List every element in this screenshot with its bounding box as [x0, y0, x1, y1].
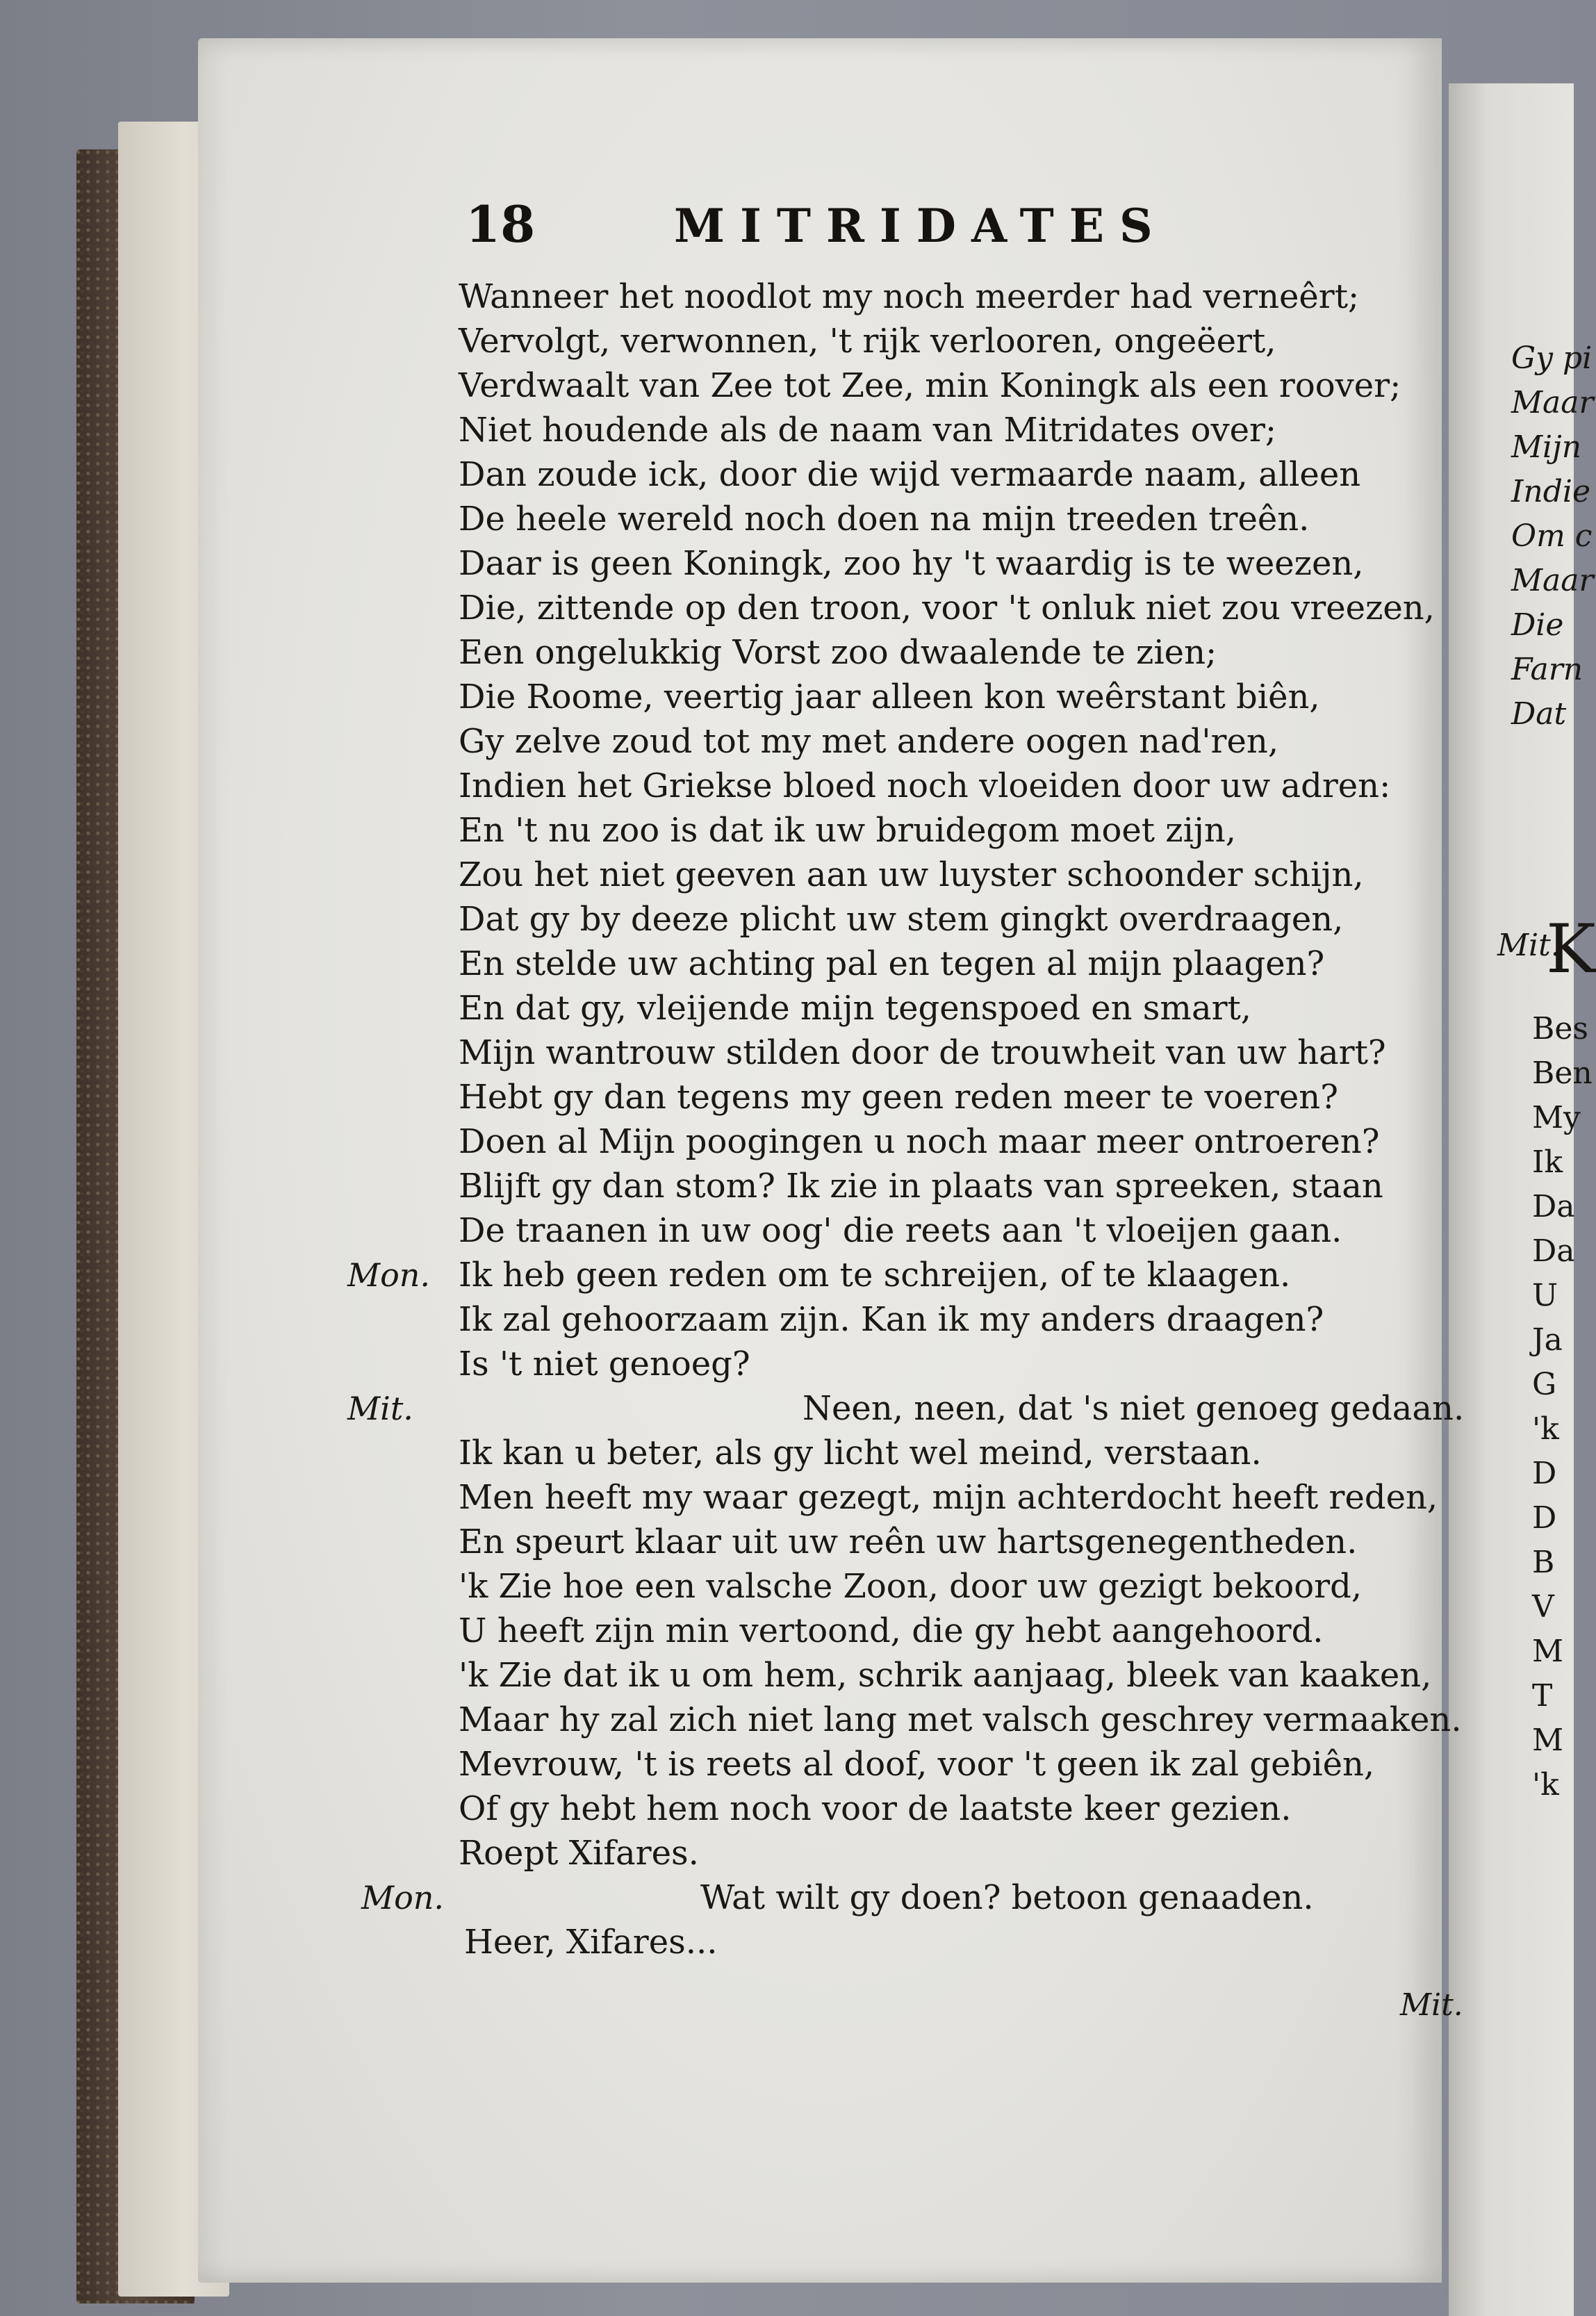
verse-line: Of gy hebt hem noch voor de laatste keer gezien.: [459, 1789, 1292, 1828]
verse-line: U heeft zijn min vertoond, die gy hebt aangehoord.: [459, 1611, 1324, 1650]
page-number: 18: [466, 195, 536, 254]
verse-line: Die Roome, veertig jaar alleen kon weêrstant biên,: [459, 677, 1320, 716]
verse-line: Heer, Xifares...: [464, 1923, 718, 1962]
right-page-fragment: T: [1532, 1678, 1553, 1714]
verse-line: Gy zelve zoud tot my met andere oogen nad'ren,: [459, 722, 1279, 761]
right-page-fragment: Ja: [1532, 1322, 1563, 1358]
right-page-fragment: B: [1532, 1545, 1555, 1580]
page-header: [466, 195, 1299, 264]
verse-line: Ik zal gehoorzaam zijn. Kan ik my anders draagen?: [459, 1300, 1324, 1339]
right-page-fragment: Da: [1532, 1233, 1575, 1269]
right-page-drop-cap: K: [1546, 910, 1596, 988]
right-page-fragment: Bes: [1532, 1011, 1588, 1046]
speaker-label: Mon.: [347, 1256, 431, 1294]
verse-line: En dat gy, vleijende mijn tegenspoed en smart,: [459, 989, 1252, 1028]
right-page-fragment: Ik: [1532, 1144, 1563, 1180]
verse-line: Neen, neen, dat 's niet genoeg gedaan.: [803, 1389, 1465, 1428]
verse-line: Vervolgt, verwonnen, 't rijk verlooren, ongeëert,: [459, 322, 1276, 361]
right-page-fragment: V: [1532, 1589, 1554, 1625]
verse-line: En stelde uw achting pal en tegen al mijn plaagen?: [459, 944, 1325, 983]
right-page-fragment: U: [1532, 1278, 1558, 1313]
verse-line: Mijn wantrouw stilden door de trouwheit van uw hart?: [459, 1033, 1386, 1072]
verse-line: Doen al Mijn poogingen u noch maar meer ontroeren?: [459, 1122, 1380, 1161]
verse-line: Mevrouw, 't is reets al doof, voor 't geen ik zal gebiên,: [459, 1745, 1375, 1784]
right-page-fragment: Maar: [1511, 563, 1594, 598]
right-page-fragment: G: [1532, 1367, 1557, 1402]
right-page-fragment: M: [1532, 1634, 1564, 1669]
verse-line: Hebt gy dan tegens my geen reden meer te voeren?: [459, 1078, 1338, 1117]
verse-line: Blijft gy dan stom? Ik zie in plaats van spreeken, staan: [459, 1167, 1383, 1206]
verse-line: Dat gy by deeze plicht uw stem gingkt overdraagen,: [459, 900, 1344, 939]
right-page-fragment: Die: [1511, 607, 1564, 643]
verse-line: Dan zoude ick, door die wijd vermaarde naam, alleen: [459, 455, 1361, 494]
verse-line: Niet houdende als de naam van Mitridates over;: [459, 411, 1277, 450]
speaker-label: Mon.: [361, 1879, 445, 1916]
verse-line: 'k Zie hoe een valsche Zoon, door uw gezigt bekoord,: [459, 1567, 1363, 1606]
verse-line: Wat wilt gy doen? betoon genaaden.: [700, 1878, 1314, 1917]
speaker-label: Mit.: [347, 1390, 413, 1427]
verse-line: Is 't niet genoeg?: [459, 1345, 750, 1383]
verse-line: Die, zittende op den troon, voor 't onluk niet zou vreezen,: [459, 589, 1435, 627]
verse-line: Een ongelukkig Vorst zoo dwaalende te zien;: [459, 633, 1217, 672]
verse-line: En 't nu zoo is dat ik uw bruidegom moet zijn,: [459, 811, 1236, 850]
right-page-fragment: Mijn: [1511, 429, 1582, 465]
verse-line: Maar hy zal zich niet lang met valsch geschrey vermaaken.: [459, 1700, 1462, 1739]
right-page-fragment: 'k: [1532, 1767, 1559, 1802]
verse-line: Zou het niet geeven aan uw luyster schoonder schijn,: [459, 855, 1364, 894]
verse-line: 'k Zie dat ik u om hem, schrik aanjaag, bleek van kaaken,: [459, 1656, 1432, 1695]
verse-line: En speurt klaar uit uw reên uw hartsgenegentheden.: [459, 1522, 1358, 1561]
right-page-fragment: My: [1532, 1100, 1581, 1135]
right-page-fragment: Gy pi: [1511, 340, 1593, 376]
verse-line: Ik heb geen reden om te schreijen, of te klaagen.: [459, 1256, 1291, 1295]
right-page-fragment: Da: [1532, 1189, 1575, 1224]
right-page-fragment: D: [1532, 1456, 1557, 1491]
verse-line: Ik kan u beter, als gy licht wel meind, verstaan.: [459, 1434, 1262, 1472]
verse-line: Men heeft my waar gezegt, mijn achterdocht heeft reden,: [459, 1478, 1438, 1517]
right-page-fragment: Dat: [1511, 696, 1567, 732]
right-page-fragment: Indie: [1511, 474, 1590, 509]
verse-line: De heele wereld noch doen na mijn treeden treên.: [459, 500, 1310, 539]
verse-line: Wanneer het noodlot my noch meerder had verneêrt;: [459, 277, 1360, 316]
right-page-fragment: Ben: [1532, 1056, 1593, 1091]
right-page-fragment: Farn: [1511, 652, 1583, 687]
verse-line: Roept Xifares.: [459, 1834, 699, 1873]
right-page-fragment: 'k: [1532, 1411, 1559, 1447]
right-page-fragment: M: [1532, 1723, 1564, 1758]
catchword: Mit.: [1400, 1987, 1463, 2023]
verse-line: Indien het Griekse bloed noch vloeiden door uw adren:: [459, 766, 1391, 805]
verse-line: Daar is geen Koningk, zoo hy 't waardig is te weezen,: [459, 544, 1364, 583]
verse-line: De traanen in uw oog' die reets aan 't vloeijen gaan.: [459, 1211, 1342, 1250]
verse-line: Verdwaalt van Zee tot Zee, min Koningk als een roover;: [459, 366, 1401, 405]
right-page-fragment: Maar: [1511, 385, 1594, 420]
right-page-speaker: Mit.: [1497, 928, 1561, 963]
right-page-fragment: Om c: [1511, 518, 1593, 554]
running-title: MITRIDATES: [674, 199, 1168, 253]
right-page-fragment: D: [1532, 1500, 1557, 1536]
